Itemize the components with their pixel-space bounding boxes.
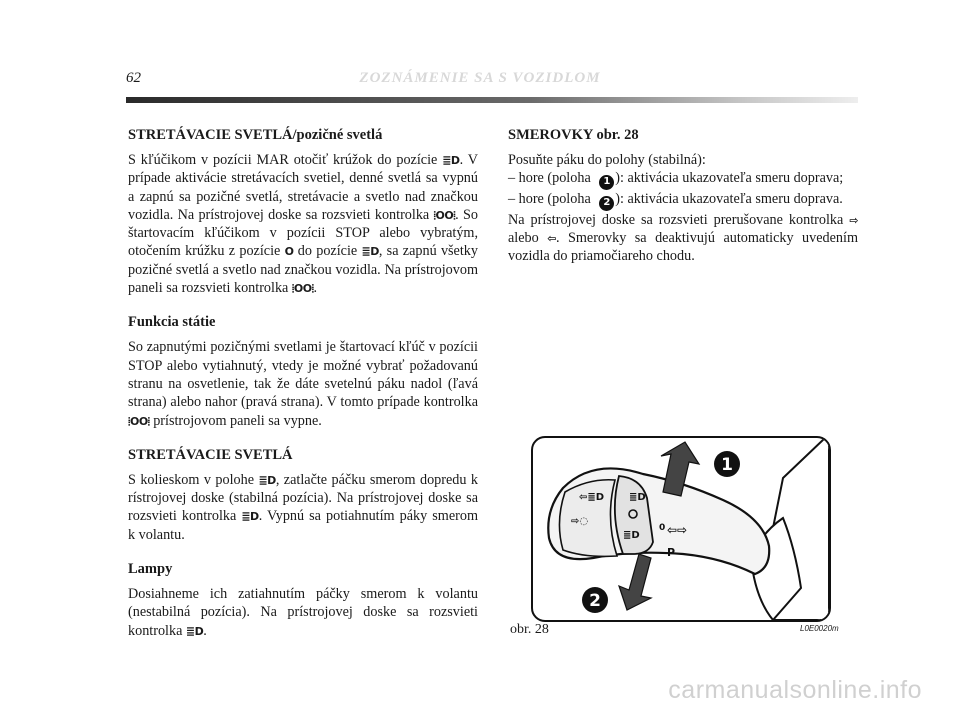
figure-label-2: 2: [589, 591, 601, 611]
arrow-left-icon: ⇦: [547, 231, 556, 245]
low-beam-icon: ≣D: [361, 245, 379, 259]
page-number: 62: [126, 70, 141, 86]
stalk-symbol-7: P: [667, 546, 676, 559]
stalk-symbol-5: 0: [659, 523, 666, 533]
heading-turn-signals: SMEROVKY obr. 28: [508, 127, 639, 143]
low-beam-icon: ≣D: [241, 510, 259, 524]
section-title: ZOZNÁMENIE SA S VOZIDLOM: [359, 70, 601, 86]
header-rule: [126, 97, 858, 103]
figure-caption: obr. 28: [510, 622, 549, 637]
stalk-symbol-2: ⇨◌: [571, 516, 589, 527]
figure-label-1: 1: [721, 455, 733, 475]
paragraph-turn-intro: Posuňte páku do polohy (stabilná):: [508, 152, 706, 168]
paragraph-turn-pos1: – hore (poloha 1 ): aktivácia ukazovateľa smeru doprava;: [508, 169, 858, 190]
paragraph-parking-function: So zapnutými pozičnými svetlami je štartovací kľúč v pozícii STOP alebo vytiahnutý, vtedy je možné vybrať požadovanú stranu na osvetlenie, tak že dáte svetelnú páku nadol (ľavá strana) alebo nahor (pravá strana). V tomto prípade kontrolka ⦙OO⦙ prístrojovom paneli sa vypne.: [128, 339, 478, 429]
position-lights-icon: ⦙OO⦙: [128, 414, 150, 428]
figure-code: L0E0020m: [800, 624, 839, 633]
low-beam-icon: ≣D: [185, 624, 204, 638]
paragraph-lamps: Dosiahneme ich zatiahnutím páčky smerom k volantu (nestabilná pozícia). Na prístrojovej doske sa rozsvieti kontrolka ≣D.: [128, 586, 478, 639]
heading-low-beam: STRETÁVACIE SVETLÁ: [128, 446, 293, 463]
stalk-symbol-1: ⇦≣D: [579, 492, 605, 503]
right-column: [508, 126, 858, 265]
left-column: [128, 126, 478, 640]
heading-parking-function: Funkcia státie: [128, 314, 216, 331]
low-beam-icon: ≣D: [258, 473, 276, 487]
paragraph-turn-pos2: – hore (poloha 2 ): aktivácia ukazovateľa smeru doprava.: [508, 190, 858, 211]
paragraph-low-beam-position: S kľúčikom v pozícii MAR otočiť krúžok do pozície ≣D. V prípade aktivácie stretávacích svetiel, denné svetlá sa vypnú a zapnú sa pozičné svetlá, stretávacie a svetlo nad značkou vozidla. Na prístrojovej doske sa rozsvieti kontrolka ⦙OO⦙. So štartovacím kľúčikom v pozícii STOP alebo vybratým, otočením krúžku z pozície O do pozície ≣D, sa zapnú všetky pozičné svetlá a svetlo nad značkou vozidla. Na prístrojovom paneli sa rozsvieti kontrolka ⦙OO⦙.: [128, 152, 479, 297]
watermark: carmanualsonline.info: [668, 676, 922, 704]
position-1-badge: 1: [599, 175, 614, 190]
heading-low-beam-position: STRETÁVACIE SVETLÁ/pozičné svetlá: [128, 127, 383, 143]
position-2-badge: 2: [599, 196, 614, 211]
stalk-symbol-6: ⇦⇨: [667, 523, 688, 537]
stalk-symbol-4: ≣D: [623, 530, 640, 541]
stalk-illustration: [533, 438, 829, 620]
arrow-right-icon: ⇨: [849, 213, 858, 227]
heading-lamps: Lampy: [128, 561, 173, 578]
position-lights-icon: ⦙OO⦙: [291, 282, 314, 296]
low-beam-icon: ≣D: [442, 154, 460, 167]
paragraph-low-beam: S kolieskom v polohe ≣D, zatlačte páčku smerom dopredu k rístrojovej doske (stabilná pozícia). Na prístrojovej doske sa rozsvieti kontrolka ≣D. Vypnú sa potiahnutím páky smerom k volantu.: [128, 471, 478, 543]
off-ring-icon: O: [284, 245, 294, 259]
paragraph-turn-indicator: Na prístrojovej doske sa rozsvieti prerušovane kontrolka ⇨ alebo ⇦. Smerovky sa deaktivujú automaticky uvedením vozidla do priamočiareho chodu.: [508, 211, 858, 265]
position-lights-icon: ⦙OO⦙: [433, 208, 456, 222]
figure-stalk-illustration: [531, 436, 831, 622]
stalk-symbol-3: ≣D: [629, 492, 646, 503]
arrow-down-shape: [619, 554, 651, 610]
